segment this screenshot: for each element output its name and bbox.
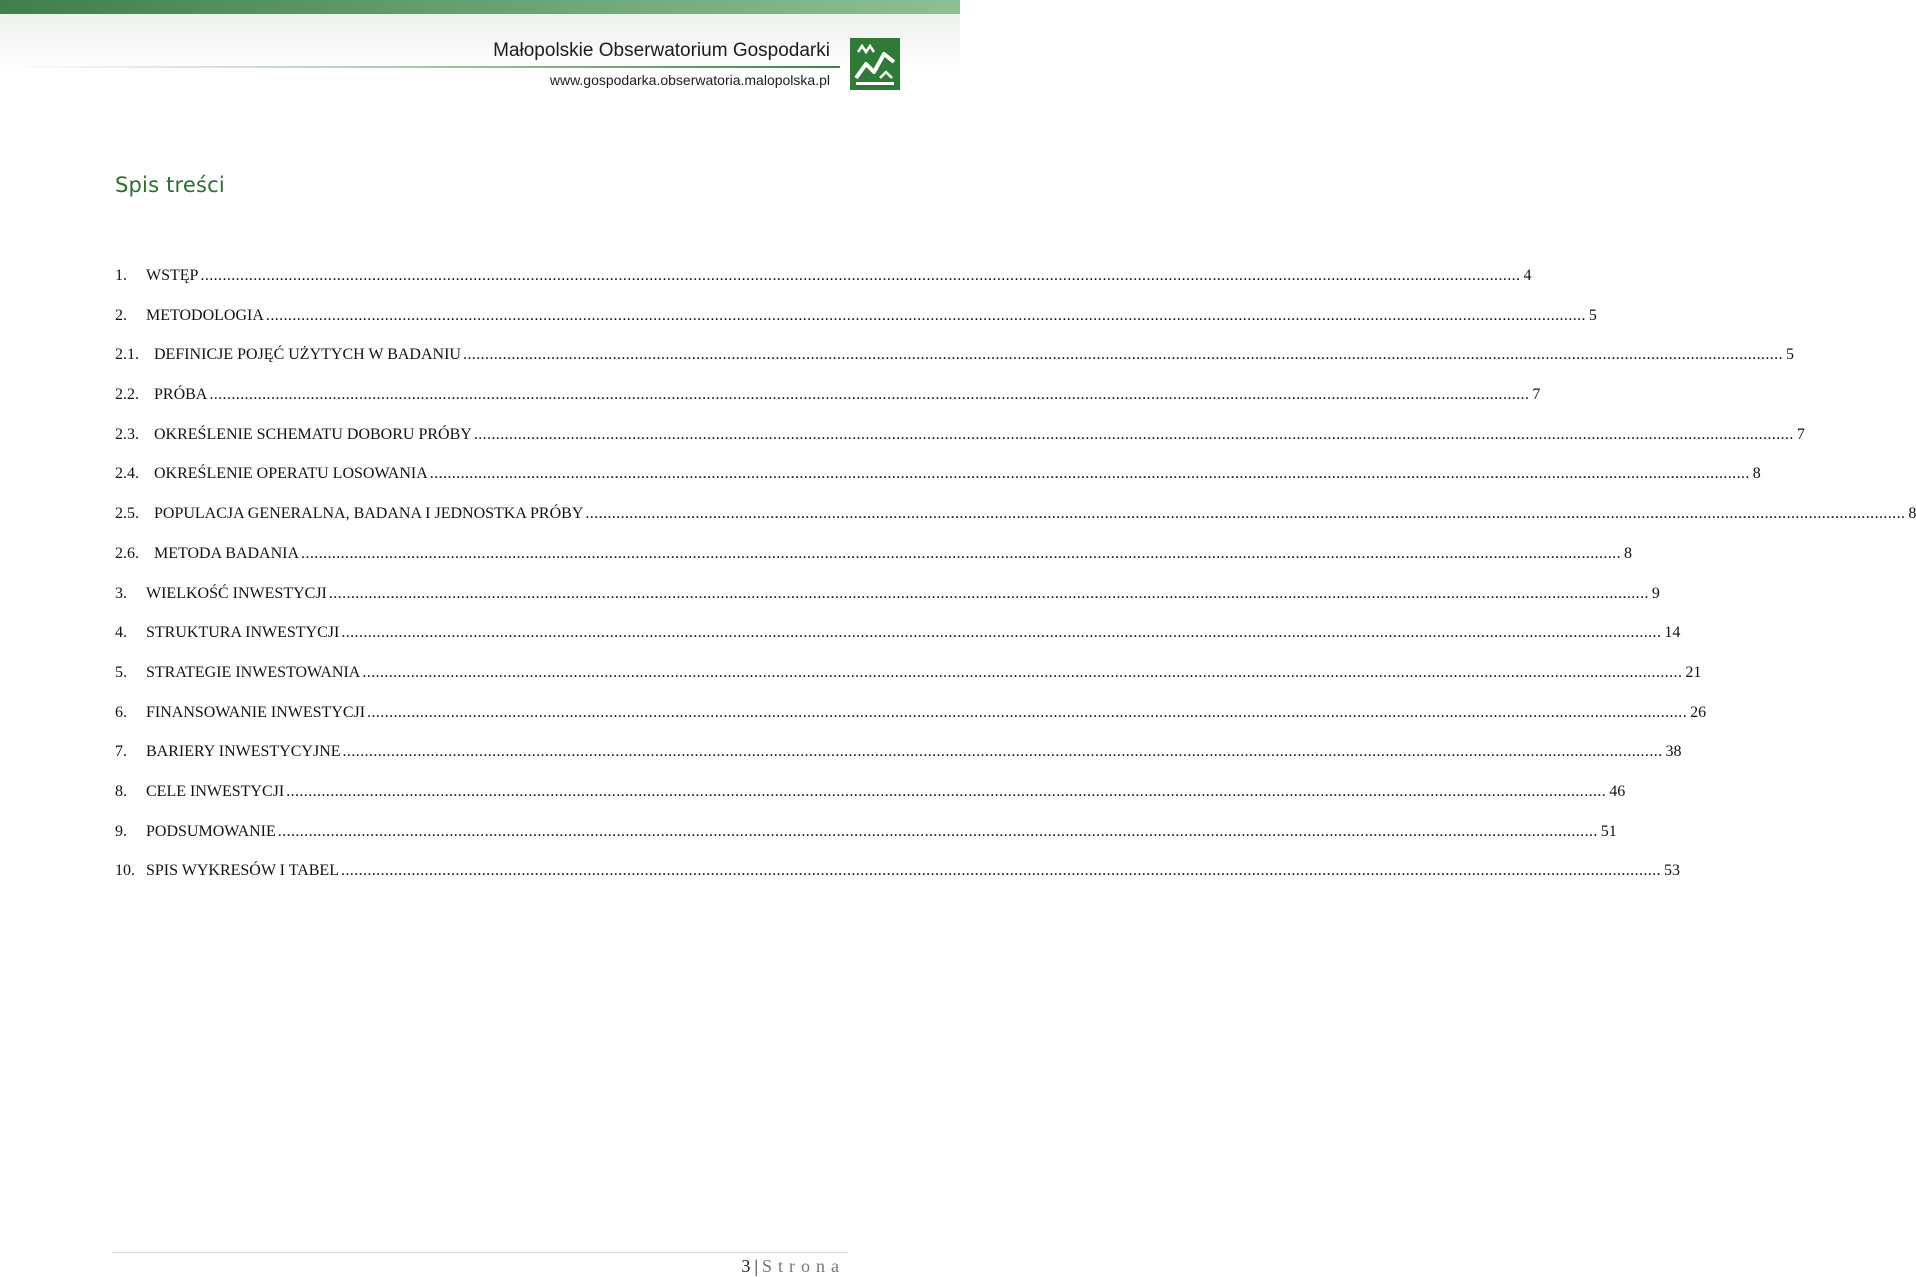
toc-item[interactable]	[115, 464, 1761, 504]
toc-leader-dots: ............................................................................................................................................................................................................................................................................................................	[342, 743, 1663, 761]
toc-leader-dots: ............................................................................................................................................................................................................................................................................................................	[301, 544, 1622, 562]
toc-item-page: 7	[1796, 425, 1805, 443]
toc-item-page: 5	[1588, 306, 1597, 324]
toc-item[interactable]	[115, 663, 1702, 703]
toc-item-number: 3.	[115, 584, 127, 602]
toc-item-page: 8	[1908, 505, 1916, 523]
toc-item-number: 9.	[115, 822, 127, 840]
toc-leader-dots: ............................................................................................................................................................................................................................................................................................................	[362, 663, 1683, 681]
toc-leader-dots: ............................................................................................................................................................................................................................................................................................................	[340, 862, 1661, 880]
toc-leader-dots: ............................................................................................................................................................................................................................................................................................................	[265, 306, 1586, 324]
toc-item-title: PODSUMOWANIE	[146, 822, 276, 840]
toc-item-title: WSTĘP	[146, 267, 199, 284]
toc-item-page: 5	[1785, 346, 1794, 364]
toc-item-page: 51	[1600, 822, 1617, 840]
toc-item-title: METODA BADANIA	[154, 544, 300, 562]
toc-leader-dots: ............................................................................................................................................................................................................................................................................................................	[286, 782, 1607, 800]
header-rule	[0, 66, 840, 68]
toc-leader-dots: ............................................................................................................................................................................................................................................................................................................	[277, 822, 1598, 840]
toc-item-number: 2.6.	[115, 544, 139, 562]
toc-item[interactable]	[115, 861, 1680, 901]
toc-item-title: BARIERY INWESTYCYJNE	[146, 743, 341, 761]
toc-item-number: 2.4.	[115, 465, 139, 483]
toc-item[interactable]	[115, 266, 1532, 306]
toc-item[interactable]	[115, 544, 1633, 584]
toc-item-page: 14	[1664, 624, 1681, 642]
toc-item[interactable]	[115, 385, 1541, 425]
toc-item[interactable]	[115, 504, 1916, 544]
toc-item[interactable]	[115, 306, 1597, 346]
toc-item[interactable]	[115, 623, 1681, 663]
toc-item-page: 46	[1609, 782, 1626, 800]
toc-item-number: 2.3.	[115, 425, 139, 443]
toc-item-page: 38	[1665, 743, 1682, 761]
footer-label: Strona	[762, 1256, 845, 1276]
header-band	[0, 0, 960, 14]
toc-item[interactable]	[115, 703, 1707, 743]
table-of-contents	[115, 266, 1916, 901]
toc-item[interactable]	[115, 425, 1805, 465]
toc-item-number: 2.2.	[115, 386, 139, 404]
toc-item-title: CELE INWESTYCJI	[146, 782, 285, 800]
toc-item-page: 7	[1532, 386, 1541, 404]
toc-item-title: OKREŚLENIE OPERATU LOSOWANIA	[154, 465, 428, 483]
toc-item-number: 10.	[115, 862, 135, 880]
toc-leader-dots: ............................................................................................................................................................................................................................................................................................................	[328, 584, 1649, 602]
toc-leader-dots: ............................................................................................................................................................................................................................................................................................................	[367, 703, 1688, 721]
toc-item-title: DEFINICJE POJĘĆ UŻYTYCH W BADANIU	[154, 346, 461, 364]
footer-rule	[112, 1252, 848, 1253]
toc-item-number: 6.	[115, 703, 127, 721]
toc-item-number: 1.	[115, 267, 127, 284]
toc-item-title: STRUKTURA INWESTYCJI	[146, 624, 340, 642]
org-name: Małopolskie Obserwatorium Gospodarki	[493, 40, 830, 61]
toc-item[interactable]	[115, 742, 1682, 782]
toc-item[interactable]	[115, 782, 1626, 822]
toc-item-page: 8	[1752, 465, 1761, 483]
toc-item-title: STRATEGIE INWESTOWANIA	[146, 663, 361, 681]
toc-item[interactable]	[115, 345, 1794, 385]
toc-leader-dots: ............................................................................................................................................................................................................................................................................................................	[473, 425, 1794, 443]
toc-item-title: WIELKOŚĆ INWESTYCJI	[146, 584, 327, 602]
toc-item-number: 8.	[115, 782, 127, 800]
toc-leader-dots: ............................................................................................................................................................................................................................................................................................................	[585, 505, 1906, 523]
toc-item-page: 26	[1690, 703, 1707, 721]
toc-item-page: 8	[1624, 544, 1633, 562]
footer-separator: |	[754, 1256, 758, 1276]
toc-item-title: SPIS WYKRESÓW I TABEL	[146, 862, 339, 880]
toc-item[interactable]	[115, 822, 1617, 862]
org-url[interactable]: www.gospodarka.obserwatoria.malopolska.pl	[549, 72, 830, 88]
toc-item-number: 2.1.	[115, 346, 139, 364]
toc-item-title: OKREŚLENIE SCHEMATU DOBORU PRÓBY	[154, 425, 472, 443]
toc-item-page: 21	[1685, 663, 1702, 681]
page-footer	[741, 1256, 845, 1277]
toc-leader-dots: ............................................................................................................................................................................................................................................................................................................	[209, 386, 1530, 404]
toc-leader-dots: ............................................................................................................................................................................................................................................................................................................	[341, 624, 1662, 642]
toc-item-number: 7.	[115, 743, 127, 761]
toc-item-title: METODOLOGIA	[146, 306, 264, 324]
toc-item-page: 9	[1651, 584, 1660, 602]
toc-leader-dots: ............................................................................................................................................................................................................................................................................................................	[200, 267, 1521, 284]
toc-item[interactable]	[115, 584, 1660, 624]
toc-item-title: FINANSOWANIE INWESTYCJI	[146, 703, 366, 721]
toc-leader-dots: ............................................................................................................................................................................................................................................................................................................	[462, 346, 1783, 364]
toc-item-number: 4.	[115, 624, 127, 642]
toc-title: Spis treści	[115, 173, 225, 197]
mog-logo-icon	[850, 38, 900, 90]
toc-item-number: 5.	[115, 663, 127, 681]
toc-item-page: 4	[1523, 267, 1532, 284]
toc-item-number: 2.	[115, 306, 127, 324]
toc-item-page: 53	[1663, 862, 1680, 880]
toc-leader-dots: ............................................................................................................................................................................................................................................................................................................	[429, 465, 1750, 483]
toc-item-title: POPULACJA GENERALNA, BADANA I JEDNOSTKA PRÓBY	[154, 505, 584, 523]
page-number: 3	[741, 1256, 751, 1276]
toc-item-number: 2.5.	[115, 505, 139, 523]
toc-item-title: PRÓBA	[154, 386, 208, 404]
